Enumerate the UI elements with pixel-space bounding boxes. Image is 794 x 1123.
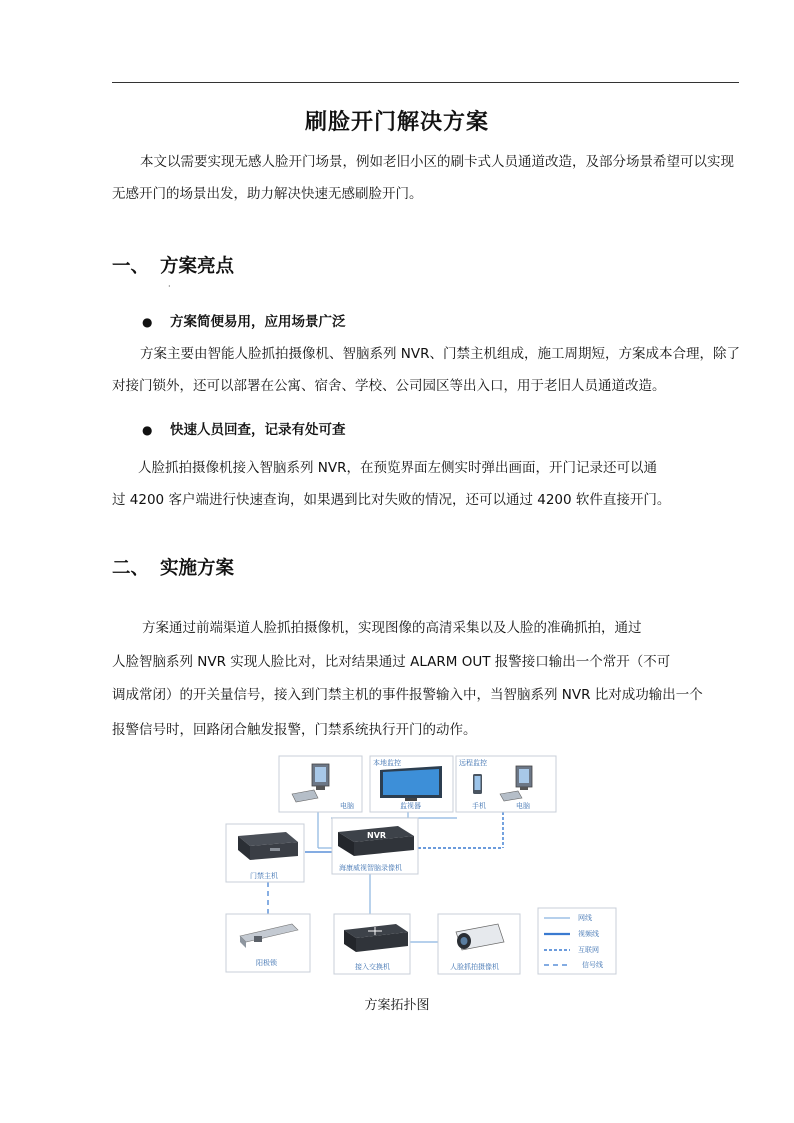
section1-heading	[112, 252, 234, 278]
nvr-label: 海康威视智脑录像机	[339, 864, 402, 872]
stray-dot: ·	[168, 282, 171, 291]
local-monitor-title: 本地监控	[373, 759, 401, 767]
section2-line1: 方案通过前端渠道人脸抓拍摄像机，实现图像的高清采集以及人脸的准确抓拍，通过	[142, 620, 642, 636]
section2-line2: 人脸智脑系列 NVR 实现人脸比对，比对结果通过 ALARM OUT 报警接口输出一个常开（不可	[112, 654, 671, 670]
switch-label: 接入交换机	[355, 963, 390, 971]
section1-title: 方案亮点	[160, 256, 235, 277]
legend-item-signal: 信号线	[582, 961, 603, 969]
bullet2-title: 快速人员回查，记录有处可查	[170, 422, 346, 438]
monitor-icon	[380, 766, 442, 801]
legend-item-internet: 互联网	[578, 946, 599, 954]
section2-line4: 报警信号时，回路闭合触发报警，门禁系统执行开门的动作。	[112, 722, 477, 738]
bullet1-mark: ●	[142, 315, 153, 329]
section2-number: 二、	[112, 558, 150, 579]
intro-paragraph: 本文以需要实现无感人脸开门场景，例如老旧小区的刷卡式人员通道改造，及部分场景希望可以实现无感开门的场景出发，助力解决快速无感刷脸开门。	[112, 154, 734, 202]
bullet1	[142, 310, 346, 330]
access-controller-icon	[238, 832, 298, 860]
page-title: 刷脸开门解决方案	[304, 110, 489, 135]
nvr-text: NVR	[367, 831, 387, 840]
legend-item-video: 视频线	[578, 930, 599, 938]
access-controller-label: 门禁主机	[250, 872, 278, 880]
section2-line3: 调成常闭）的开关量信号，接入到门禁主机的事件报警输入中，当智脑系列 NVR 比对成功输出一个	[112, 687, 703, 703]
bullet2-line1: 人脸抓拍摄像机接入智脑系列 NVR，在预览界面左侧实时弹出画面，开门记录还可以通	[138, 460, 658, 476]
lock-label: 阳极锁	[256, 959, 277, 967]
section2-heading	[112, 554, 234, 580]
legend-item-network: 网线	[578, 914, 592, 922]
header-rule	[112, 82, 739, 83]
monitor-label: 监视器	[400, 802, 421, 810]
bullet2-mark: ●	[142, 423, 153, 437]
camera-label: 人脸抓拍摄像机	[450, 963, 499, 971]
phone-label: 手机	[472, 802, 486, 810]
pc-label: 电脑	[340, 802, 354, 810]
diagram-caption: 方案拓扑图	[364, 998, 430, 1013]
section2-title: 实施方案	[160, 558, 235, 579]
bullet1-paragraph: 方案主要由智能人脸抓拍摄像机、智脑系列 NVR、门禁主机组成，施工周期短，方案成本合理，除了对接门锁外，还可以部署在公寓、宿舍、学校、公司园区等出入口，用于老旧人员通道改造。	[112, 346, 741, 394]
section1-number: 一、	[112, 256, 150, 277]
bullet2	[142, 418, 346, 438]
remote-monitor-title: 远程监控	[459, 759, 487, 767]
bullet1-title: 方案简便易用，应用场景广泛	[170, 314, 346, 330]
bullet2-line2: 过 4200 客户端进行快速查询，如果遇到比对失败的情况，还可以通过 4200 软件直接开门。	[112, 492, 671, 508]
pc2-label: 电脑	[516, 802, 530, 810]
topology-diagram	[220, 752, 620, 978]
phone-icon	[473, 774, 482, 794]
